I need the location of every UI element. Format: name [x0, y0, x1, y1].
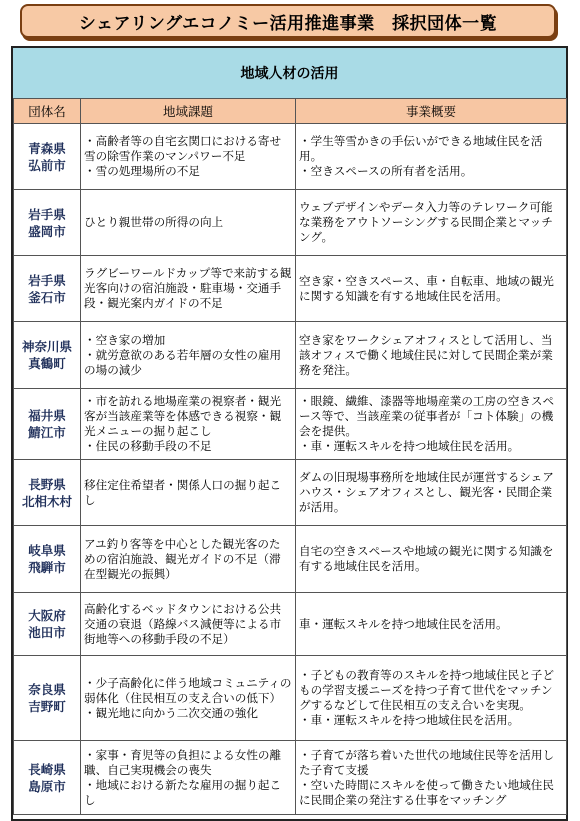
- table-row: [14, 322, 567, 389]
- org-cell: [14, 593, 81, 656]
- summary-cell: 車・運転スキルを持つ地域住民を活用。: [296, 593, 567, 656]
- summary-cell: 自宅の空きスペースや地域の観光に関する知識を有する地域住民を活用。: [296, 526, 567, 593]
- table-row: [14, 389, 567, 460]
- table-frame: [11, 46, 568, 821]
- summary-cell: 空き家・空きスペース、車・自転車、地域の観光に関する知識を有する地域住民を活用。: [296, 256, 567, 322]
- issue-cell: アユ釣り客等を中心とした観光客のための宿泊施設、観光ガイドの不足（滞在型観光の振興）: [81, 526, 296, 593]
- section-header: [13, 48, 566, 99]
- summary-cell: ウェブデザインやデータ入力等のテレワーク可能な業務をアウトソーシングする民間企業とマッチング。: [296, 190, 567, 256]
- header-issue: 地域課題: [81, 99, 296, 124]
- org-prefecture: 青森県: [28, 140, 66, 156]
- org-prefecture: 長崎県: [28, 761, 66, 777]
- table-row: [14, 656, 567, 741]
- org-prefecture: 奈良県: [28, 682, 66, 697]
- table-row: [14, 124, 567, 190]
- org-cell: [14, 124, 81, 190]
- issue-cell: ・市を訪れる地場産業の視察者・観光客が当該産業等を体感できる視察・観光メニューの掘り起こし ・住民の移動手段の不足: [81, 389, 296, 460]
- page-title-box: [20, 4, 556, 38]
- org-prefecture: 神奈川県: [21, 339, 72, 354]
- org-municipality: 北相木村: [21, 493, 72, 509]
- adopted-organizations-table: [13, 98, 567, 815]
- org-prefecture: 福井県: [28, 408, 66, 423]
- org-prefecture: 大阪府: [28, 608, 66, 623]
- issue-cell: 高齢化するベッドタウンにおける公共交通の衰退（路線バス減便等による市街地等への移動手段の不足）: [81, 593, 296, 656]
- org-cell: [14, 656, 81, 741]
- summary-cell: ・眼鏡、繊維、漆器等地場産業の工房の空きスペース等で、当該産業の従事者が「コト体験」の機会を提供。 ・車・運転スキルを持つ地域住民を活用。: [296, 389, 567, 460]
- org-cell: [14, 190, 81, 256]
- summary-cell: ・子育てが落ち着いた世代の地域住民等を活用した子育て支援 ・空いた時間にスキルを使って働きたい地域住民に民間企業の発注する仕事をマッチング: [296, 741, 567, 815]
- org-cell: [14, 389, 81, 460]
- org-municipality: 鯖江市: [28, 425, 66, 440]
- issue-cell: ひとり親世帯の所得の向上: [81, 190, 296, 256]
- table-row: [14, 741, 567, 815]
- summary-cell: 空き家をワークシェアオフィスとして活用し、当該オフィスで働く地域住民に対して民間企業が業務を発注。: [296, 322, 567, 389]
- org-municipality: 飛騨市: [28, 560, 66, 575]
- org-cell: [14, 460, 81, 526]
- table-row: [14, 190, 567, 256]
- org-cell: [14, 526, 81, 593]
- table-header-row: [14, 99, 567, 124]
- org-municipality: 弘前市: [28, 157, 66, 173]
- org-prefecture: 岩手県: [28, 272, 66, 288]
- table-row: [14, 526, 567, 593]
- issue-cell: 移住定住希望者・関係人口の掘り起こし: [81, 460, 296, 526]
- org-municipality: 島原市: [28, 778, 66, 794]
- org-municipality: 池田市: [28, 625, 66, 640]
- page-title: シェアリングエコノミー活用推進事業 採択団体一覧: [78, 13, 498, 34]
- header-summary: 事業概要: [296, 99, 567, 124]
- summary-cell: ・学生等雪かきの手伝いができる地域住民を活用。 ・空きスペースの所有者を活用。: [296, 124, 567, 190]
- org-prefecture: 長野県: [28, 476, 66, 492]
- org-prefecture: 岐阜県: [28, 543, 66, 558]
- table-row: [14, 256, 567, 322]
- table-row: [14, 460, 567, 526]
- issue-cell: ・家事・育児等の負担による女性の離職、自己実現機会の喪失 ・地域における新たな雇用の掘り起こし: [81, 741, 296, 815]
- issue-cell: ・高齢者等の自宅玄関口における寄せ雪の除雪作業のマンパワー不足 ・雪の処理場所の不足: [81, 124, 296, 190]
- table-row: [14, 593, 567, 656]
- org-municipality: 真鶴町: [28, 356, 66, 371]
- org-cell: [14, 741, 81, 815]
- org-municipality: 盛岡市: [28, 223, 66, 239]
- issue-cell: ラグビーワールドカップ等で来訪する観光客向けの宿泊施設・駐車場・交通手段・観光案内ガイドの不足: [81, 256, 296, 322]
- org-municipality: 釜石市: [28, 289, 66, 305]
- header-org: 団体名: [14, 99, 81, 124]
- issue-cell: ・少子高齢化に伴う地域コミュニティの弱体化（住民相互の支え合いの低下） ・観光地に向かう二次交通の強化: [81, 656, 296, 741]
- issue-cell: ・空き家の増加 ・就労意欲のある若年層の女性の雇用の場の減少: [81, 322, 296, 389]
- summary-cell: ・子どもの教育等のスキルを持つ地域住民と子どもの学習支援ニーズを持つ子育て世代をマッチングするなどして住民相互の支え合いを実現。 ・車・運転スキルを持つ地域住民を活用。: [296, 656, 567, 741]
- section-title: 地域人材の活用: [240, 66, 339, 82]
- org-cell: [14, 256, 81, 322]
- org-cell: [14, 322, 81, 389]
- org-municipality: 吉野町: [28, 699, 66, 714]
- org-prefecture: 岩手県: [28, 206, 66, 222]
- summary-cell: ダムの旧現場事務所を地域住民が運営するシェアハウス・シェアオフィスとし、観光客・民間企業が活用。: [296, 460, 567, 526]
